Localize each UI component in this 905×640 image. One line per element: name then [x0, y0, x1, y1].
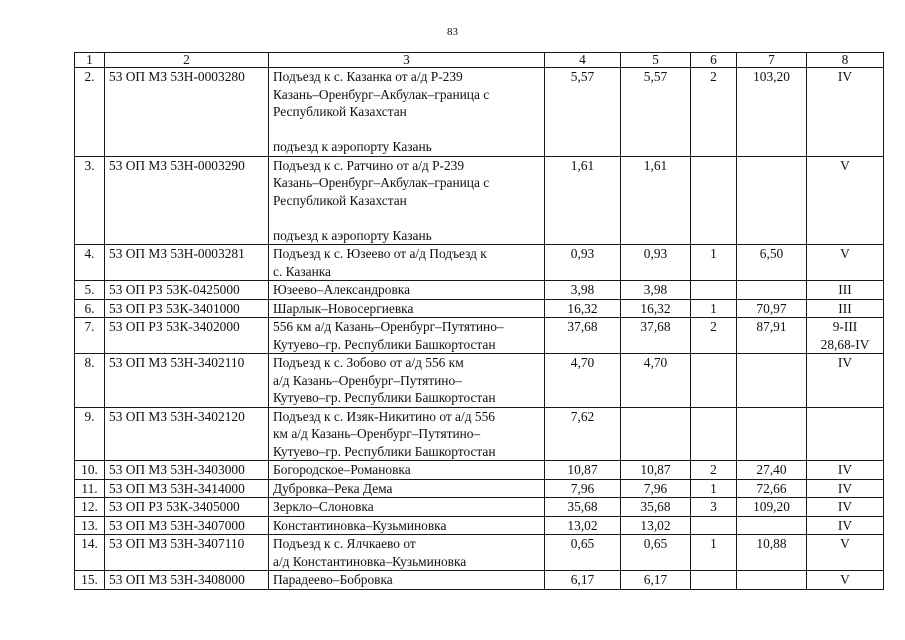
header-cell: 6	[691, 53, 737, 68]
bridge-length	[737, 156, 807, 245]
road-name-line: 556 км а/д Казань–Оренбург–Путятино–	[273, 319, 504, 334]
length-paved: 6,17	[621, 571, 691, 590]
bridge-count: 1	[691, 299, 737, 318]
length-paved: 10,87	[621, 461, 691, 480]
header-cell: 1	[75, 53, 105, 68]
length-paved: 16,32	[621, 299, 691, 318]
row-number: 8.	[75, 354, 105, 408]
bridge-length: 70,97	[737, 299, 807, 318]
bridge-length	[737, 571, 807, 590]
table-row	[75, 498, 884, 517]
length-paved	[621, 407, 691, 461]
length-paved: 37,68	[621, 318, 691, 354]
road-name-line: а/д Константиновка–Кузьминовка	[273, 553, 467, 569]
bridge-length	[737, 516, 807, 535]
road-name	[269, 516, 545, 535]
bridge-count: 2	[691, 68, 737, 157]
road-name	[269, 281, 545, 300]
road-category-line: V	[840, 246, 850, 261]
road-name-line: Подъезд к с. Зобово от а/д 556 км	[273, 355, 464, 370]
road-category	[807, 498, 884, 517]
length-paved: 3,98	[621, 281, 691, 300]
length-total: 7,62	[545, 407, 621, 461]
length-paved: 4,70	[621, 354, 691, 408]
road-name-line: Казань–Оренбург–Акбулак–граница с	[273, 175, 490, 190]
road-name	[269, 498, 545, 517]
header-cell: 7	[737, 53, 807, 68]
road-category	[807, 571, 884, 590]
row-number: 13.	[75, 516, 105, 535]
length-total: 5,57	[545, 68, 621, 157]
header-cell: 3	[269, 53, 545, 68]
road-name	[269, 318, 545, 354]
bridge-count: 1	[691, 245, 737, 281]
length-total: 35,68	[545, 498, 621, 517]
road-code: 53 ОП РЗ 53К-3405000	[105, 498, 269, 517]
road-name-line: Юзеево–Александровка	[273, 282, 411, 297]
length-total: 10,87	[545, 461, 621, 480]
length-total: 4,70	[545, 354, 621, 408]
row-number: 2.	[75, 68, 105, 157]
road-name-line: Богородское–Романовка	[273, 462, 411, 477]
road-name-note: подъезд к аэропорту Казань	[273, 139, 432, 154]
road-name-line: Константиновка–Кузьминовка	[273, 517, 447, 533]
row-number: 3.	[75, 156, 105, 245]
row-number: 14.	[75, 535, 105, 571]
bridge-count: 1	[691, 535, 737, 571]
table-row	[75, 516, 884, 535]
road-category	[807, 68, 884, 157]
page-number: 83	[447, 26, 458, 38]
road-name	[269, 68, 545, 157]
length-total: 3,98	[545, 281, 621, 300]
road-category-line: V	[840, 536, 850, 551]
table-row	[75, 156, 884, 245]
bridge-length	[737, 281, 807, 300]
road-name-line: Парадеево–Бобровка	[273, 572, 393, 587]
blank-line	[273, 209, 540, 227]
bridge-count: 3	[691, 498, 737, 517]
table-row	[75, 68, 884, 157]
road-name-line: Кутуево–гр. Республики Башкортостан	[273, 390, 496, 405]
road-category-line: IV	[837, 462, 853, 477]
road-category-line: IV	[837, 499, 853, 514]
road-code: 53 ОП МЗ 53Н-0003280	[105, 68, 269, 157]
length-total: 13,02	[545, 516, 621, 535]
bridge-length: 27,40	[737, 461, 807, 480]
road-name	[269, 479, 545, 498]
road-name-line: а/д Казань–Оренбург–Путятино–	[273, 372, 462, 388]
length-total: 0,93	[545, 245, 621, 281]
table-row	[75, 407, 884, 461]
row-number: 9.	[75, 407, 105, 461]
road-category-line: 28,68-IV	[820, 336, 870, 352]
length-paved: 0,65	[621, 535, 691, 571]
road-code: 53 ОП МЗ 53Н-0003290	[105, 156, 269, 245]
row-number: 6.	[75, 299, 105, 318]
road-category	[807, 354, 884, 408]
bridge-length: 103,20	[737, 68, 807, 157]
header-cell: 8	[807, 53, 884, 68]
header-cell: 2	[105, 53, 269, 68]
road-name	[269, 535, 545, 571]
road-category-line: III	[838, 300, 852, 316]
bridge-count: 2	[691, 461, 737, 480]
road-code: 53 ОП МЗ 53Н-0003281	[105, 245, 269, 281]
bridge-count	[691, 407, 737, 461]
road-category	[807, 479, 884, 498]
blank-line	[273, 121, 540, 139]
road-name	[269, 156, 545, 245]
road-name-line: Кутуево–гр. Республики Башкортостан	[273, 336, 496, 352]
road-name-line: Подъезд к с. Изяк-Никитино от а/д 556	[273, 408, 495, 424]
road-category-line: III	[838, 282, 852, 297]
row-number: 7.	[75, 318, 105, 354]
length-total: 0,65	[545, 535, 621, 571]
bridge-count: 2	[691, 318, 737, 354]
header-cell: 4	[545, 53, 621, 68]
road-category-line: IV	[837, 355, 853, 370]
bridge-count	[691, 516, 737, 535]
length-paved: 1,61	[621, 156, 691, 245]
table-row	[75, 318, 884, 354]
length-total: 16,32	[545, 299, 621, 318]
row-number: 10.	[75, 461, 105, 480]
road-category	[807, 281, 884, 300]
road-name-line: Дубровка–Река Дема	[273, 480, 393, 496]
road-name-note: подъезд к аэропорту Казань	[273, 227, 432, 243]
road-name	[269, 461, 545, 480]
bridge-count	[691, 354, 737, 408]
table-row	[75, 354, 884, 408]
road-category	[807, 156, 884, 245]
length-paved: 35,68	[621, 498, 691, 517]
road-name-line: Подъезд к с. Юзеево от а/д Подъезд к	[273, 246, 487, 261]
road-code: 53 ОП РЗ 53К-0425000	[105, 281, 269, 300]
road-code: 53 ОП МЗ 53Н-3407000	[105, 516, 269, 535]
length-paved: 13,02	[621, 516, 691, 535]
table-row	[75, 245, 884, 281]
road-name-line: Республикой Казахстан	[273, 104, 407, 119]
road-category-line: V	[840, 572, 850, 587]
roads-table	[74, 52, 884, 590]
road-category-line: V	[840, 157, 850, 173]
row-number: 11.	[75, 479, 105, 498]
bridge-count: 1	[691, 479, 737, 498]
table-row	[75, 461, 884, 480]
road-category	[807, 516, 884, 535]
road-code: 53 ОП РЗ 53К-3401000	[105, 299, 269, 318]
length-paved: 0,93	[621, 245, 691, 281]
road-name-line: Казань–Оренбург–Акбулак–граница с	[273, 86, 490, 102]
road-category-line: IV	[837, 69, 853, 84]
row-number: 12.	[75, 498, 105, 517]
road-name-line: км а/д Казань–Оренбург–Путятино–	[273, 426, 481, 441]
road-name	[269, 354, 545, 408]
road-category	[807, 461, 884, 480]
road-code: 53 ОП МЗ 53Н-3402110	[105, 354, 269, 408]
road-name	[269, 299, 545, 318]
road-name-line: Кутуево–гр. Республики Башкортостан	[273, 443, 496, 459]
bridge-length: 109,20	[737, 498, 807, 517]
road-category-line: IV	[837, 480, 853, 496]
road-name	[269, 407, 545, 461]
road-category-line: IV	[837, 517, 853, 533]
table-row	[75, 299, 884, 318]
bridge-count	[691, 281, 737, 300]
road-name-line: Республикой Казахстан	[273, 192, 407, 208]
table-body	[75, 68, 884, 590]
bridge-count	[691, 571, 737, 590]
road-category	[807, 318, 884, 354]
road-name	[269, 245, 545, 281]
road-name-line: Подъезд к с. Казанка от а/д Р-239	[273, 69, 463, 84]
length-total: 7,96	[545, 479, 621, 498]
road-category	[807, 299, 884, 318]
row-number: 15.	[75, 571, 105, 590]
bridge-length	[737, 407, 807, 461]
table-row	[75, 479, 884, 498]
row-number: 4.	[75, 245, 105, 281]
bridge-length: 87,91	[737, 318, 807, 354]
road-name-line: Шарлык–Новосергиевка	[273, 300, 414, 316]
row-number: 5.	[75, 281, 105, 300]
bridge-count	[691, 156, 737, 245]
table-row	[75, 535, 884, 571]
road-code: 53 ОП МЗ 53Н-3414000	[105, 479, 269, 498]
road-code: 53 ОП МЗ 53Н-3408000	[105, 571, 269, 590]
length-paved: 7,96	[621, 479, 691, 498]
road-category-line: 9-III	[832, 319, 858, 334]
road-code: 53 ОП МЗ 53Н-3402120	[105, 407, 269, 461]
road-category	[807, 245, 884, 281]
road-name-line: с. Казанка	[273, 263, 331, 279]
bridge-length	[737, 354, 807, 408]
bridge-length: 10,88	[737, 535, 807, 571]
length-total: 37,68	[545, 318, 621, 354]
road-name-line: Подъезд к с. Ратчино от а/д Р-239	[273, 157, 465, 173]
road-code: 53 ОП РЗ 53К-3402000	[105, 318, 269, 354]
road-name-line: Зеркло–Слоновка	[273, 499, 374, 514]
road-name-line: Подъезд к с. Ялчкаево от	[273, 536, 416, 551]
header-cell: 5	[621, 53, 691, 68]
table-row	[75, 281, 884, 300]
header-row	[75, 53, 884, 68]
road-category	[807, 535, 884, 571]
length-paved: 5,57	[621, 68, 691, 157]
length-total: 1,61	[545, 156, 621, 245]
road-code: 53 ОП МЗ 53Н-3407110	[105, 535, 269, 571]
length-total: 6,17	[545, 571, 621, 590]
bridge-length: 72,66	[737, 479, 807, 498]
road-code: 53 ОП МЗ 53Н-3403000	[105, 461, 269, 480]
table-row	[75, 571, 884, 590]
road-name	[269, 571, 545, 590]
bridge-length: 6,50	[737, 245, 807, 281]
road-category	[807, 407, 884, 461]
